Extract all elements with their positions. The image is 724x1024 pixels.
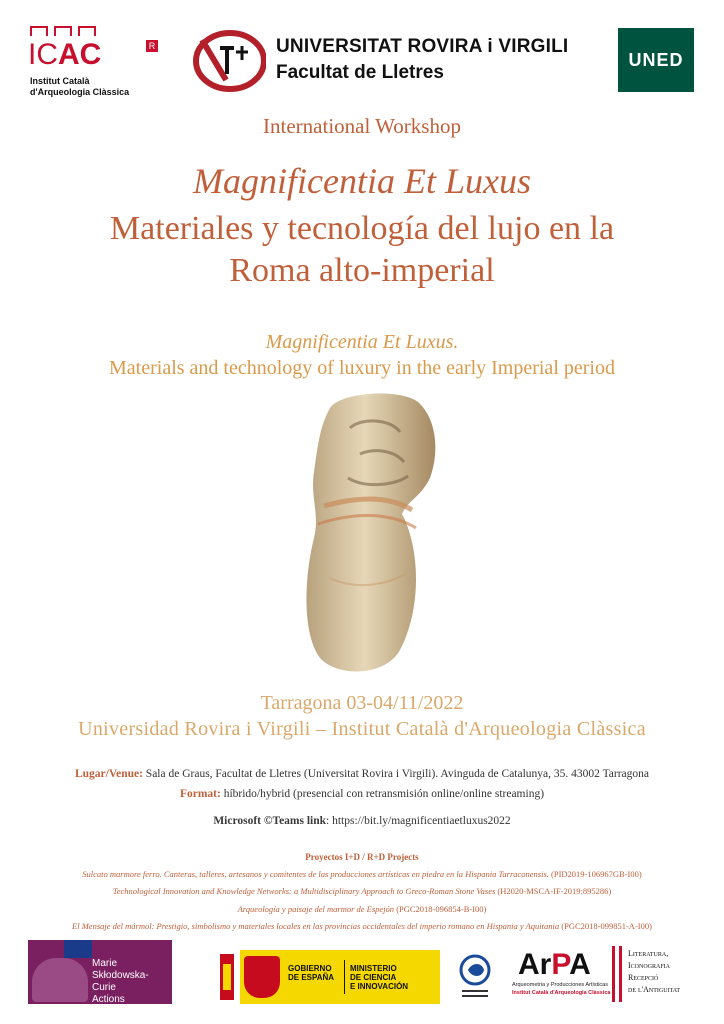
agencia-estatal-investigacion-icon (458, 952, 492, 1002)
registered-mark: R (146, 40, 158, 52)
venue-line: Lugar/Venue: Sala de Graus, Facultat de Lletres (Universitat Rovira i Virgili). Avinguda de Catalunya, 35. 43002 Tarragona (74, 768, 650, 780)
project-item: Arqueología y paisaje del marmor de Espejón (PGC2018-096854-B-I00) (237, 904, 487, 914)
format-line: Format: híbrido/hybrid (presencial con retransmisión online/online streaming) (179, 788, 545, 800)
title-spanish: Materiales y tecnología del lujo en la Roma alto-imperial (109, 210, 615, 289)
teams-link-line[interactable]: Microsoft ©Teams link: https://bit.ly/magnificentiaetluxus2022 (213, 815, 511, 827)
msca-portrait-icon (32, 958, 88, 1002)
uned-logo: UNED (618, 28, 694, 92)
title-latin: Magnificentia Et Luxus (193, 161, 531, 201)
event-date: Tarragona 03-04/11/2022 (260, 692, 464, 714)
project-item: Technological Innovation and Knowledge Networks: a Multidisciplinary Approach to Greco-Roman Stone Vases (H2020-MSCA-IF-2019:895286) (112, 886, 612, 896)
project-item: El Mensaje del mármol: Prestigio, simbolismo y materiales locales en las provincias occidentales del imperio romano en Hispania y Aquitania (PGC2018-099851-A-I00) (72, 921, 652, 931)
project-item: Sulcato marmore ferro. Canteras, talleres, artesanos y comitentes de las producciones artísticas en piedra en la Hispania Tarraconensis. (PID2019-106967GB-I00) (82, 869, 642, 879)
arpa-wordmark: ArPA (518, 948, 591, 981)
icac-wordmark: ICAC (28, 38, 102, 71)
icac-logo (28, 26, 158, 96)
urv-faculty: Facultat de Lletres (276, 62, 444, 83)
lirea-logo (612, 944, 702, 1004)
icac-name: Institut Català d'Arqueologia Clàssica (30, 76, 130, 97)
gobierno-text: GOBIERNO DE ESPAÑA (288, 964, 335, 982)
arpa-logo: ArPA Arqueometria y Producciones Artísticas Institut Català d'Arqueologia Clàssica (512, 948, 611, 996)
event-organizers: Universidad Rovira i Virgili – Institut Català d'Arqueologia Clàssica (78, 718, 646, 740)
ministerio-text: MINISTERIO DE CIENCIA E INNOVACIÓN (350, 964, 409, 991)
msca-logo (28, 940, 172, 1004)
lirea-bar-icon (612, 946, 622, 1002)
projects-heading: Proyectos I+D / R+D Projects (305, 852, 419, 862)
subtitle-english: Materials and technology of luxury in the early Imperial period (109, 357, 615, 379)
lirea-text: Literatura, Iconografia Recepció de l'Antiguitat (628, 949, 681, 994)
marble-lion-sculpture-image (290, 388, 440, 680)
msca-text: Marie Skłodowska-Curie Actions (92, 958, 149, 1005)
spain-coat-of-arms-icon (244, 956, 280, 998)
icac-bars-icon (30, 26, 96, 36)
urv-emblem-icon (190, 30, 266, 92)
eu-flag-icon (64, 940, 92, 958)
gobierno-espana-logo (212, 950, 440, 1004)
spain-flag-icon (212, 950, 240, 1004)
event-type: International Workshop (263, 114, 461, 138)
urv-title: UNIVERSITAT ROVIRA i VIRGILI (276, 36, 569, 57)
subtitle-latin: Magnificentia Et Luxus. (265, 331, 459, 353)
